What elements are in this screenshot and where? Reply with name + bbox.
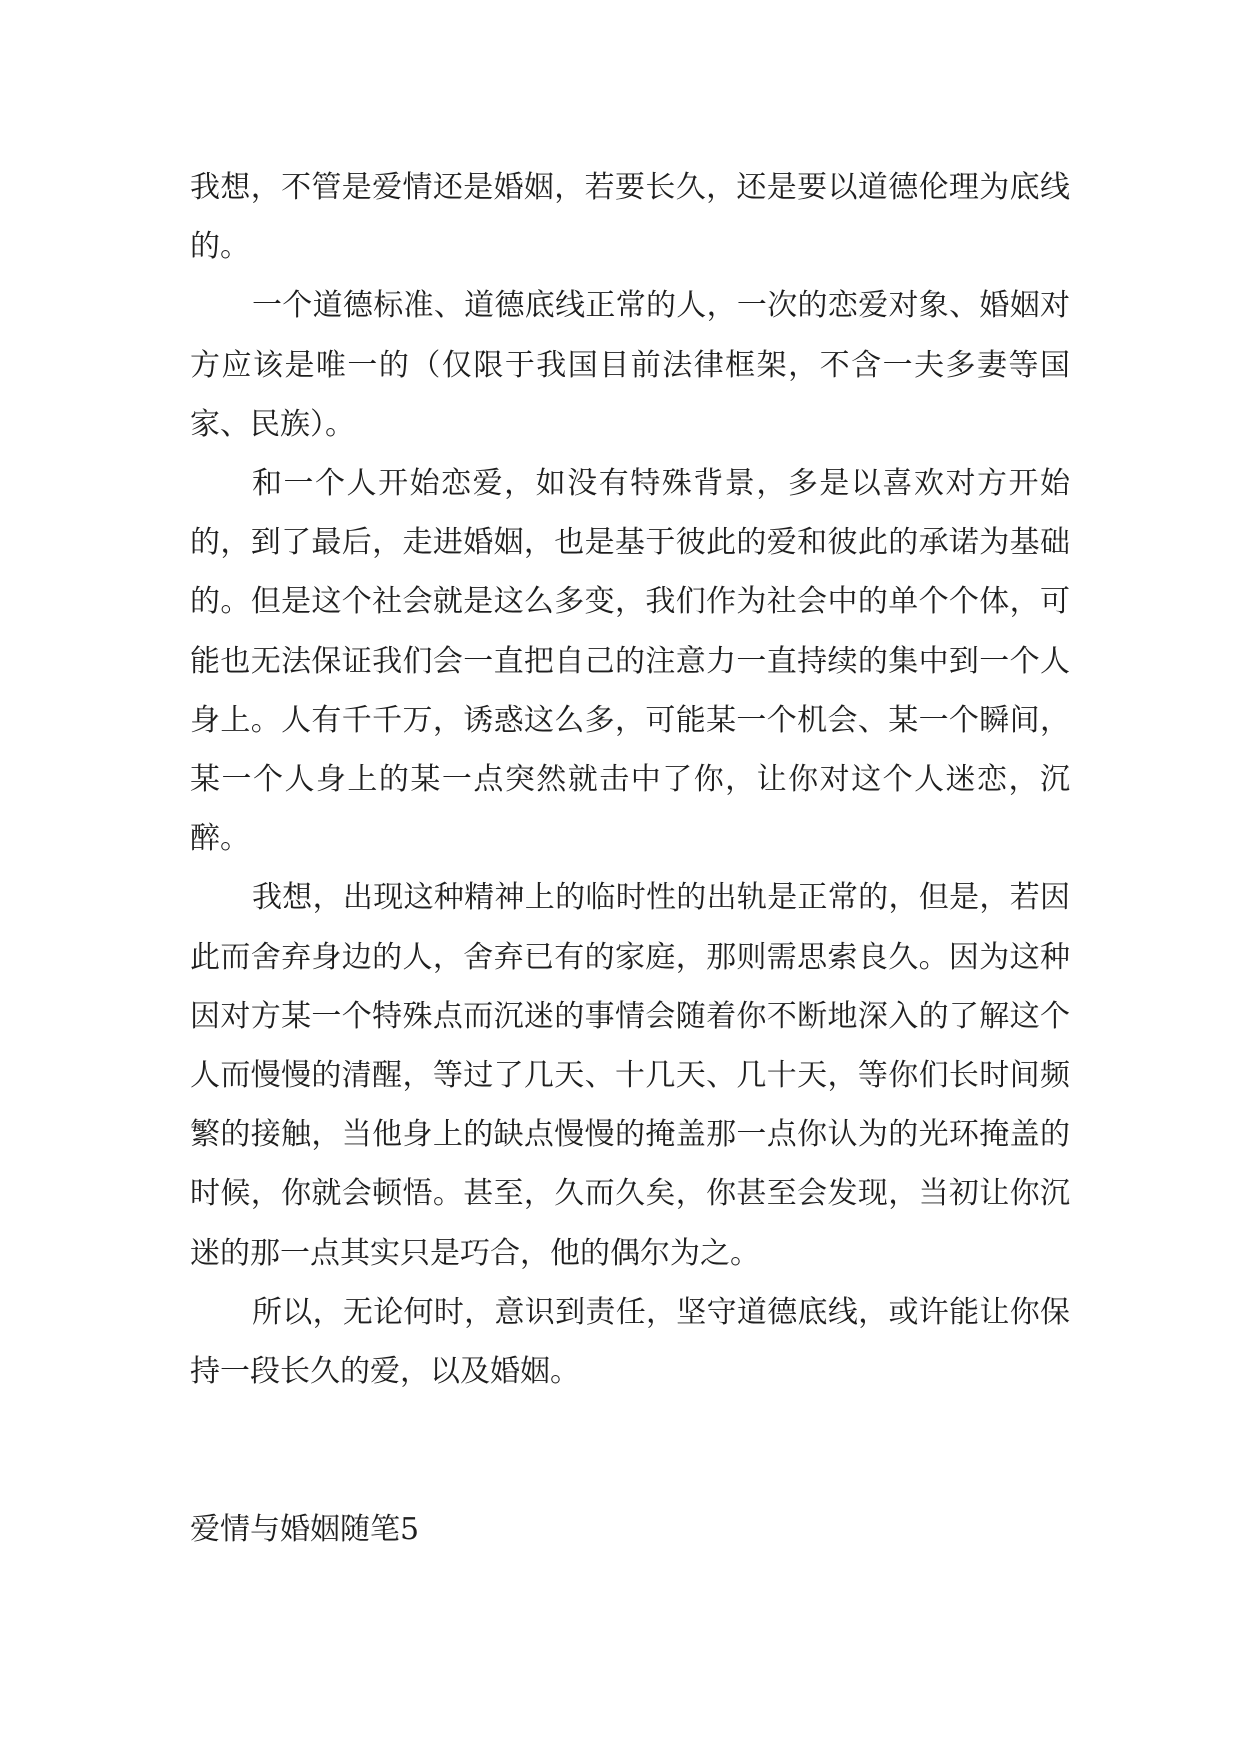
section-heading: 爱情与婚姻随笔5 <box>190 1512 420 1547</box>
document-body <box>190 158 1070 1401</box>
paragraph-1: 我想，不管是爱情还是婚姻，若要长久，还是要以道德伦理为底线的。 <box>190 170 1070 265</box>
paragraph-5: 所以，无论何时，意识到责任，坚守道德底线，或许能让你保持一段长久的爱，以及婚姻。 <box>190 1294 1070 1390</box>
paragraph-2: 一个道德标准、道德底线正常的人，一次的恋爱对象、婚姻对方应该是唯一的（仅限于我国目前法律框架，不含一夫多妻等国家、民族）。 <box>190 288 1070 442</box>
paragraph-4: 我想，出现这种精神上的临时性的出轨是正常的，但是，若因此而舍弃身边的人，舍弃已有的家庭，那则需思索良久。因为这种因对方某一个特殊点而沉迷的事情会随着你不断地深入的了解这个人而慢慢的清醒，等过了几天、十几天、几十天，等你们长时间频繁的接触，当他身上的缺点慢慢的掩盖那一点你认为的光环掩盖的时候，你就会顿悟。甚至，久而久矣，你甚至会发现，当初让你沉迷的那一点其实只是巧合，他的偶尔为之。 <box>190 880 1070 1271</box>
paragraph-3: 和一个人开始恋爱，如没有特殊背景，多是以喜欢对方开始的，到了最后，走进婚姻，也是基于彼此的爱和彼此的承诺为基础的。但是这个社会就是这么多变，我们作为社会中的单个个体，可能也无法保证我们会一直把自己的注意力一直持续的集中到一个人身上。人有千千万，诱惑这么多，可能某一个机会、某一个瞬间，某一个人身上的某一点突然就击中了你，让你对这个人迷恋，沉醉。 <box>190 466 1070 857</box>
